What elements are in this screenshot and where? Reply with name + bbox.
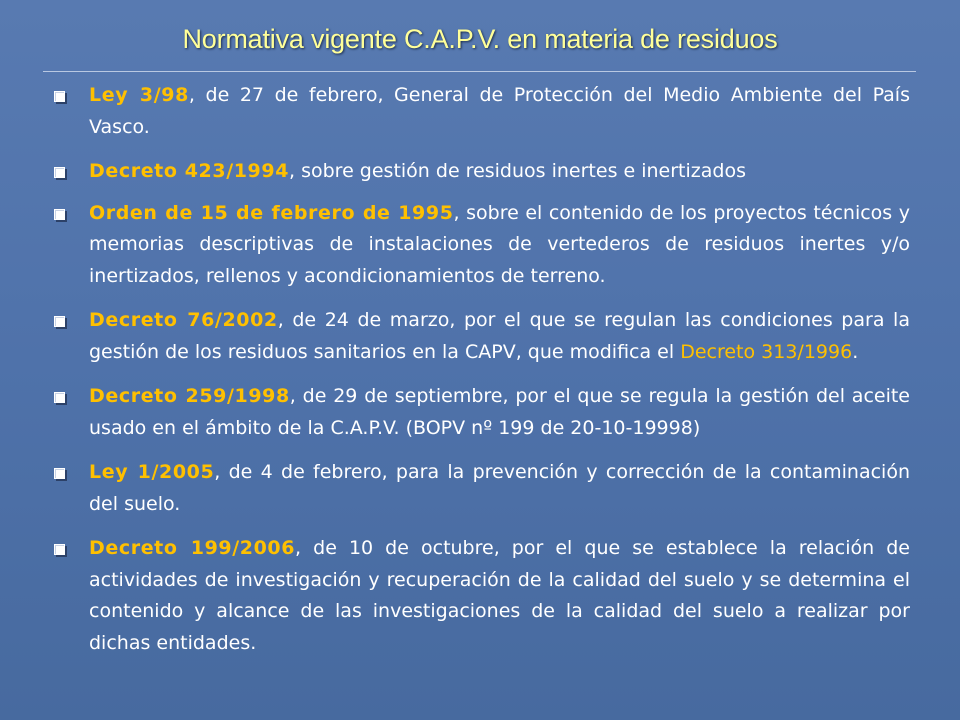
list-item-ley-3-98 (48, 80, 910, 143)
regulation-description-tail: . (852, 340, 859, 363)
regulation-description: , de 10 de octubre, por el que se establece la relación de actividades de investigación y recuperación de la calidad del suelo y se determina el contenido y alcance de las investigaciones de la calidad del suelo a realizar por dichas entidades. (89, 537, 910, 654)
list-item-decreto-76-2002 (48, 305, 910, 368)
regulation-list (48, 80, 910, 672)
regulation-reference: Ley 1/2005 (89, 461, 215, 483)
square-bullet-icon (54, 91, 65, 102)
regulation-reference: Decreto 423/1994 (89, 160, 290, 182)
regulation-description: , de 29 de septiembre, por el que se regula la gestión del aceite usado en el ámbito de la C.A.P.V. (BOPV nº 199 de 20-10-19998) (89, 385, 910, 439)
list-item-decreto-259-1998 (48, 381, 910, 444)
square-bullet-icon (54, 392, 65, 403)
regulation-description: , sobre el contenido de los proyectos técnicos y memorias descriptivas de instalaciones de vertederos de residuos inertes y/o inertizados, rellenos y acondicionamientos de terreno. (89, 201, 910, 287)
decreto-313-1996-link[interactable]: Decreto 313/1996 (680, 340, 853, 363)
slide-title: Normativa vigente C.A.P.V. en materia de residuos (182, 24, 778, 54)
regulation-description: , sobre gestión de residuos inertes e inertizados (289, 160, 746, 182)
regulation-description: , de 4 de febrero, para la prevención y corrección de la contaminación del suelo. (89, 461, 910, 515)
regulation-reference: Ley 3/98 (89, 84, 189, 106)
regulation-reference: Decreto 259/1998 (89, 385, 290, 407)
list-item-orden-1995 (48, 198, 910, 293)
regulation-reference: Decreto 199/2006 (89, 537, 296, 559)
list-item-decreto-199-2006 (48, 533, 910, 659)
square-bullet-icon (54, 167, 65, 178)
square-bullet-icon (54, 544, 65, 555)
regulation-reference: Orden de 15 de febrero de 1995 (89, 201, 454, 224)
square-bullet-icon (54, 209, 65, 220)
regulation-reference: Decreto 76/2002 (89, 309, 278, 331)
regulation-description: , de 27 de febrero, General de Protección del Medio Ambiente del País Vasco. (89, 84, 910, 138)
regulation-description: , de 24 de marzo, por el que se regulan las condiciones para la gestión de los residuos sanitarios en la CAPV, que modifica el (89, 309, 910, 363)
list-item-ley-1-2005 (48, 457, 910, 520)
square-bullet-icon (54, 316, 65, 327)
list-item-decreto-423-1994 (48, 156, 910, 188)
square-bullet-icon (54, 468, 65, 479)
title-divider (43, 71, 916, 72)
